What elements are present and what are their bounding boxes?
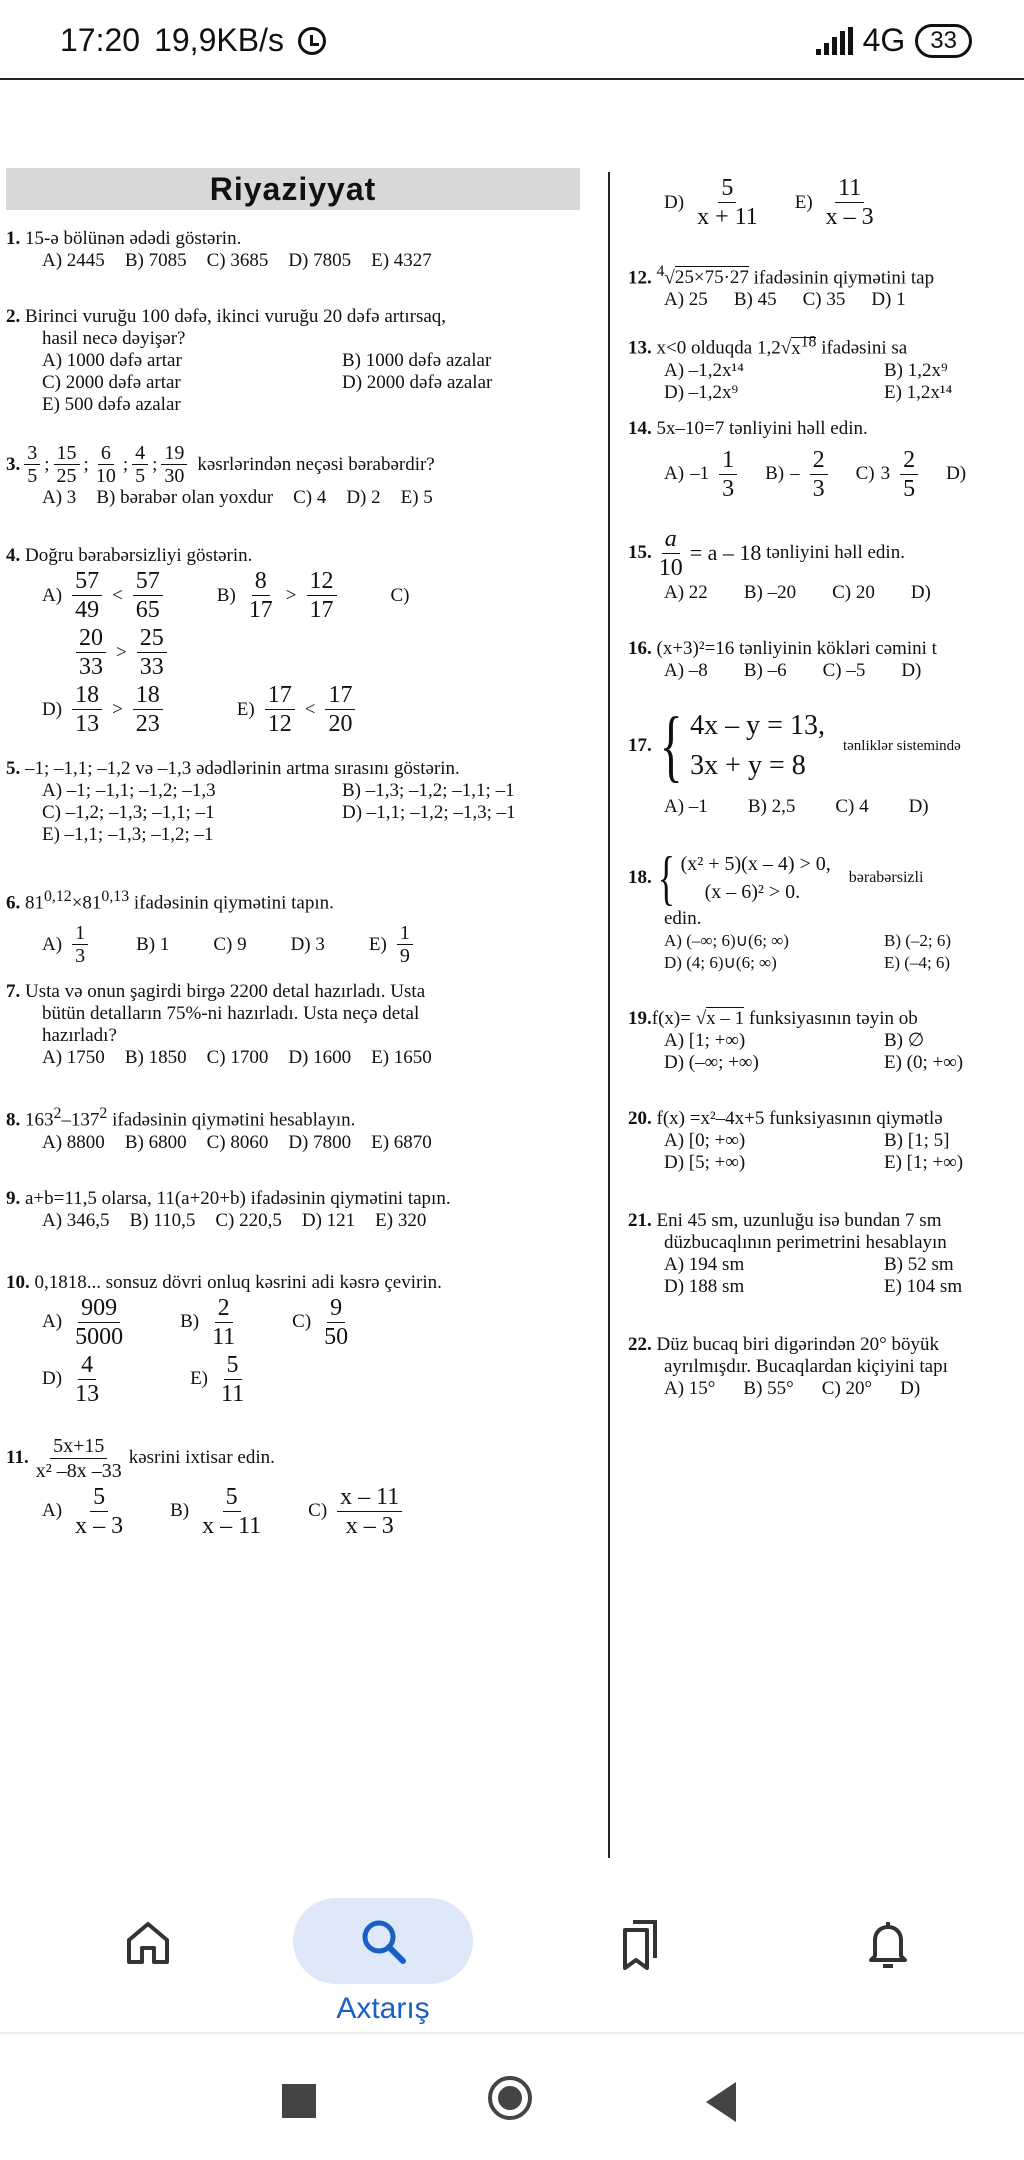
question-12: 12. $^4$√25×75·27 ifadəsinin qiymətini tap A) 25 B) 45 C) 35 D) 1	[628, 263, 935, 311]
home-icon	[123, 1918, 173, 1968]
answer-options: A) 1000 dəfə artar B) 1000 dəfə azalar C) 2000 dəfə artar D) 2000 dəfə azalar E) 500 dəfə azalar	[42, 350, 493, 415]
network-type: 4G	[862, 22, 906, 58]
bell-icon	[863, 1918, 913, 1972]
question-8: 8. $163^2-137^2$ ifadəsinin qiymətini hesablayın. A) 8800 B) 6800 C) 8060 D) 7800 E) 6870	[6, 1103, 602, 1153]
worksheet-image[interactable]	[0, 168, 1024, 1858]
question-19: 19.f(x)= √x – 1 funksiyasının təyin ob A) [1; +∞) B) ∅ D) (–∞; +∞) E) (0; +∞)	[628, 1007, 964, 1073]
battery-icon	[915, 24, 972, 58]
question-18: 18. { (x² + 5)(x – 4) > 0, (x – 6)² > 0. bərabərsizli edin. A) (–∞; 6)∪(6; ∞) B) (–2; 6) D) (4; 6)∪(6; ∞) E) (–4; 6)	[628, 844, 952, 972]
column-divider	[608, 172, 610, 1858]
question-1: 1. 15-ə bölünən ədədi göstərin. A) 2445 B) 7085 C) 3685 D) 7805 E) 4327	[6, 228, 602, 272]
search-icon	[357, 1915, 409, 1967]
answer-options: A) 3 B) bərabər olan yoxdur C) 4 D) 2 E) 5	[42, 487, 433, 508]
home-button[interactable]	[488, 2076, 532, 2120]
question-6: 6. $81^{0,12}\times 81^{0,13}$ ifadəsinin qiymətini tapın. A) $\frac{1}{3}$ B) 1 C) 9 D) 3 E) $\frac{1}{9}$	[6, 886, 602, 967]
question-2: 2. Birinci vuruğu 100 dəfə, ikinci vuruğu 20 dəfə artırsaq, hasil necə dəyişər? A) 1000 dəfə artar B) 1000 dəfə azalar C) 2000 dəfə artar D) 2000 dəfə azalar E) 500 dəfə azalar	[6, 306, 602, 416]
collections-icon	[615, 1918, 665, 1972]
answer-options: A) 8800 B) 6800 C) 8060 D) 7800 E) 6870	[42, 1131, 432, 1153]
signal-icon	[816, 27, 853, 55]
status-divider	[0, 78, 1024, 80]
question-17: 17. { 4x – y = 13, 3x + y = 8 tənliklər sistemində A) –1 B) 2,5 C) 4 D)	[628, 701, 961, 817]
question-21: 21. Eni 45 sm, uzunluğu isə bundan 7 sm düzbucaqlının perimetrini hesablayın A) 194 sm B) 52 sm D) 188 sm E) 104 sm	[628, 1209, 963, 1297]
nav-collections[interactable]	[560, 1918, 720, 1977]
battery-level: 33	[930, 26, 957, 54]
question-4: 4. Doğru bərabərsizliyi göstərin. A) $\frac{57}{49}$ < $\frac{57}{65}$ B) $\frac{8}{17}$ > $\frac{12}{17}$ C) $\frac{20}{33}$ > $\frac{25}{33}$ D) $\frac{18}{13}$ > $\frac{18}{23}$ E) $\frac{17}{12}$ < $\frac{17}{20}$	[6, 545, 410, 737]
question-20: 20. f(x) =x²–4x+5 funksiyasının qiymətlə A) [0; +∞) B) [1; 5] D) [5; +∞) E) [1; +∞)	[628, 1107, 964, 1173]
question-9: 9. a+b=11,5 olarsa, 11(a+20+b) ifadəsinin qiymətini tapın. A) 346,5 B) 110,5 C) 220,5 D) 121 E) 320	[6, 1188, 602, 1232]
right-column	[628, 168, 1024, 1414]
back-button[interactable]	[706, 2082, 736, 2122]
clock: 17:20	[60, 22, 141, 58]
nav-search-label: Axtarış	[336, 1992, 430, 2025]
system-navigation	[0, 2034, 1024, 2160]
answer-options: A) 346,5 B) 110,5 C) 220,5 D) 121 E) 320	[42, 1209, 427, 1231]
question-11-continued: D) $\frac{5}{x + 11}$ E) $\frac{11}{x - 3}$	[664, 175, 874, 230]
status-bar	[0, 0, 1024, 80]
answer-options: A) –1; –1,1; –1,2; –1,3 B) –1,3; –1,2; –1,1; –1 C) –1,2; –1,3; –1,1; –1 D) –1,1; –1,2; –1,3; –1 E) –1,1; –1,3; –1,2; –1	[42, 780, 516, 845]
question-7: 7. Usta və onun şagirdi birgə 2200 detal hazırladı. Usta bütün detalların 75%-ni hazırladı. Usta neçə detal hazırladı? A) 1750 B) 1850 C) 1700 D) 1600 E) 1650	[6, 981, 602, 1069]
nav-search[interactable]	[293, 1898, 473, 2026]
question-13: 13. x<0 olduqda $1,2√x^{18}$ ifadəsini sa A) –1,2x¹⁴ B) 1,2x⁹ D) –1,2x⁹ E) 1,2x¹⁴	[628, 333, 953, 403]
page-title: Riyaziyyat	[6, 168, 580, 210]
question-14: 14. 5x–10=7 tənliyini həll edin. A) –1 $\frac{1}{3}$ B) – $\frac{2}{3}$ C) 3 $\frac{2}{5}$ D)	[628, 417, 967, 502]
question-3: 3. $\frac{3}{5}$ ; $\frac{15}{25}$ ; $\frac{6}{10}$ ; $\frac{4}{5}$ ; $\frac{19}{30}$ kəsrlərindən neçəsi bərabərdir? A) 3 B) bərabər olan yoxdur C) 4 D) 2 E) 5	[6, 442, 602, 509]
left-column	[6, 168, 602, 1554]
nav-home[interactable]	[68, 1918, 228, 1973]
question-11: 11. $\frac{5x+15}{\text{x² –8x –33}}$ kəsrini ixtisar edin. A) $\frac{5}{x - 3}$ B) $\frac{5}{x - 11}$ C) $\frac{x - 11}{x - 3}$	[6, 1434, 602, 1540]
alarm-icon	[298, 27, 326, 55]
question-5: 5. –1; –1,1; –1,2 və –1,3 ədədlərinin artma sırasını göstərin. A) –1; –1,1; –1,2; –1,3 B) –1,3; –1,2; –1,1; –1 C) –1,2; –1,3; –1,1; –1 D) –1,1; –1,2; –1,3; –1 E) –1,1; –1,3; –1,2; –1	[6, 758, 602, 846]
question-15: 15. $\frac{a}{10}$ = a – 18 tənliyini həll edin. A) 22 B) –20 C) 20 D)	[628, 525, 931, 603]
answer-options: A) 2445 B) 7085 C) 3685 D) 7805 E) 4327	[42, 250, 432, 271]
network-speed: 19,9KB/s	[154, 22, 284, 58]
answer-options: A) 1750 B) 1850 C) 1700 D) 1600 E) 1650	[42, 1047, 432, 1069]
question-22: 22. Düz bucaq biri digərindən 20° böyük ayrılmışdır. Bucaqlardan kiçiyini tapı A) 15° B) 55° C) 20° D)	[628, 1333, 948, 1399]
bottom-navigation	[0, 1862, 1024, 2032]
question-16: 16. (x+3)²=16 tənliyinin kökləri cəmini t A) –8 B) –6 C) –5 D)	[628, 637, 937, 681]
nav-notifications[interactable]	[808, 1918, 968, 1977]
question-10: 10. 0,1818... sonsuz dövri onluq kəsrini adi kəsrə çevirin. A) $\frac{909}{5000}$ B) $\frac{2}{11}$ C) $\frac{9}{50}$ D) $\frac{4}{13}$ E) $\frac{5}{11}$	[6, 1271, 442, 1407]
recents-button[interactable]	[282, 2084, 316, 2118]
